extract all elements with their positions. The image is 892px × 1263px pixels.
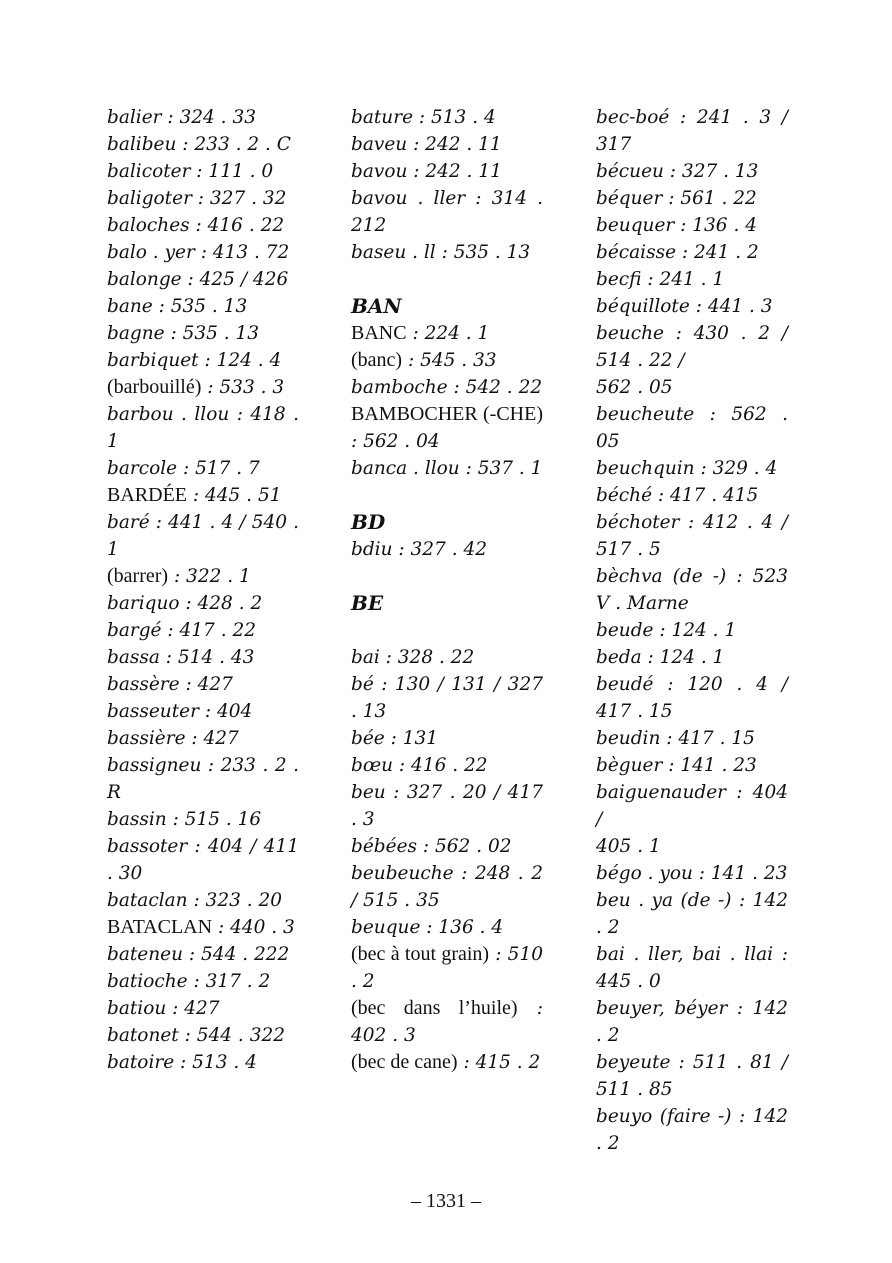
- entry-text: bavou : 242 . 11: [351, 161, 502, 182]
- index-entry: [596, 887, 788, 941]
- index-entry: [351, 536, 543, 563]
- entry-text: baligoter : 327 . 32: [107, 188, 287, 209]
- entry-text: beubeuche : 248 . 2 / 515 . 35: [351, 863, 543, 911]
- index-column-3: [596, 104, 788, 1157]
- entry-text: bassin : 515 . 16: [107, 809, 262, 830]
- index-entry: [107, 347, 299, 374]
- entry-text: bargé : 417 . 22: [107, 620, 256, 641]
- index-entry: [107, 212, 299, 239]
- entry-text: : 445 . 51: [187, 485, 282, 506]
- entry-text: basseuter : 404: [107, 701, 253, 722]
- entry-text: beude : 124 . 1: [596, 620, 737, 641]
- entry-text: batioche : 317 . 2: [107, 971, 271, 992]
- entry-text: béchoter : 412 . 4 / 517 . 5: [596, 512, 788, 560]
- entry-text: barcole : 517 . 7: [107, 458, 260, 479]
- index-entry: [107, 266, 299, 293]
- index-entry: [107, 131, 299, 158]
- entry-text: bariquo : 428 . 2: [107, 593, 263, 614]
- index-entry: [107, 401, 299, 455]
- index-entry: [596, 320, 788, 374]
- index-entry: [107, 563, 299, 590]
- entry-text: bé : 130 / 131 / 327 . 13: [351, 674, 543, 722]
- entry-text: : 224 . 1: [406, 323, 490, 344]
- index-entry: [351, 104, 543, 131]
- index-entry: [351, 833, 543, 860]
- entry-text: : 545 . 33: [402, 350, 497, 371]
- index-entry: [596, 779, 788, 833]
- index-entry: [596, 617, 788, 644]
- entry-text: bégo . you : 141 . 23: [596, 863, 788, 884]
- entry-headword: BATACLAN: [107, 916, 213, 938]
- entry-headword: (bec dans l’huile): [351, 997, 518, 1019]
- index-entry: [596, 563, 788, 617]
- entry-text: banca . llou : 537 . 1: [351, 458, 543, 479]
- entry-text: beudé : 120 . 4 / 417 . 15: [596, 674, 788, 722]
- index-entry: [596, 1103, 788, 1157]
- index-entry: [107, 455, 299, 482]
- index-entry: [596, 104, 788, 158]
- index-entry: [107, 833, 299, 887]
- entry-headword: (bec à tout grain): [351, 943, 490, 965]
- entry-text: : 322 . 1: [168, 566, 251, 587]
- entry-text: beuchquin : 329 . 4: [596, 458, 778, 479]
- index-column-2: [351, 104, 543, 1076]
- entry-text: bassa : 514 . 43: [107, 647, 255, 668]
- entry-text: bamboche : 542 . 22: [351, 377, 543, 398]
- index-entry: [107, 725, 299, 752]
- section-heading: BD: [351, 510, 386, 534]
- entry-text: bataclan : 323 . 20: [107, 890, 283, 911]
- index-entry: [107, 941, 299, 968]
- entry-text: bassère : 427: [107, 674, 233, 695]
- index-entry: [351, 347, 543, 374]
- index-entry: [107, 914, 299, 941]
- entry-text: bèchva (de -) : 523 V . Marne: [596, 566, 788, 614]
- section-heading: BAN: [351, 294, 402, 318]
- index-entry: [107, 806, 299, 833]
- entry-text: bagne : 535 . 13: [107, 323, 260, 344]
- entry-text: bèguer : 141 . 23: [596, 755, 757, 776]
- index-entry: [596, 860, 788, 887]
- index-entry: [596, 482, 788, 509]
- index-entry: [596, 752, 788, 779]
- entry-headword: (barrer): [107, 565, 169, 587]
- entry-text: beyeute : 511 . 81 / 511 . 85: [596, 1052, 788, 1100]
- index-entry: [596, 212, 788, 239]
- entry-text: beuyo (faire -) : 142 . 2: [596, 1106, 788, 1154]
- entry-text: béquillote : 441 . 3: [596, 296, 773, 317]
- index-entry: [596, 455, 788, 482]
- entry-text: beudin : 417 . 15: [596, 728, 755, 749]
- entry-text: balicoter : 111 . 0: [107, 161, 274, 182]
- entry-headword: BANC: [351, 322, 407, 344]
- entry-text: : 440 . 3: [212, 917, 295, 938]
- entry-text: : 415 . 2: [457, 1052, 541, 1073]
- entry-text: batiou : 427: [107, 998, 220, 1019]
- index-entry: [351, 725, 543, 752]
- index-entry: [107, 104, 299, 131]
- index-entry: [351, 752, 543, 779]
- entry-text: baré : 441 . 4 / 540 . 1: [107, 512, 299, 560]
- index-entry: [107, 644, 299, 671]
- index-entry: [107, 1022, 299, 1049]
- section-heading: BE: [351, 591, 384, 615]
- entry-text: beuquer : 136 . 4: [596, 215, 757, 236]
- index-entry: [351, 671, 543, 725]
- entry-text: beu : 327 . 20 / 417 . 3: [351, 782, 543, 830]
- entry-text: : 402 . 3: [351, 998, 543, 1046]
- entry-text: bébées : 562 . 02: [351, 836, 512, 857]
- index-entry: [107, 617, 299, 644]
- entry-text: balo . yer : 413 . 72: [107, 242, 290, 263]
- entry-text: bai . ller, bai . llai : 445 . 0: [596, 944, 788, 992]
- entry-text: balibeu : 233 . 2 . C: [107, 134, 291, 155]
- index-entry: [351, 320, 543, 347]
- entry-text: batoire : 513 . 4: [107, 1052, 257, 1073]
- index-entry: [596, 266, 788, 293]
- index-entry: [596, 509, 788, 563]
- index-entry: [107, 590, 299, 617]
- index-entry: [596, 293, 788, 320]
- index-entry: [107, 374, 299, 401]
- index-entry: [351, 860, 543, 914]
- entry-headword: (bec de cane): [351, 1051, 458, 1073]
- index-entry: [351, 131, 543, 158]
- index-entry: [107, 509, 299, 563]
- index-entry: [351, 644, 543, 671]
- index-entry: [351, 995, 543, 1049]
- index-entry: [351, 914, 543, 941]
- index-entry: [596, 941, 788, 995]
- entry-text: bai : 328 . 22: [351, 647, 475, 668]
- index-entry: [107, 887, 299, 914]
- entry-text: beuche : 430 . 2 / 514 . 22 /: [596, 323, 788, 371]
- index-entry: [107, 185, 299, 212]
- entry-text: bassière : 427: [107, 728, 239, 749]
- entry-text: bassoter : 404 / 411 . 30: [107, 836, 299, 884]
- entry-text: bdiu : 327 . 42: [351, 539, 488, 560]
- index-entry: [107, 158, 299, 185]
- entry-headword: BAMBOCHER (-CHE): [351, 403, 543, 425]
- entry-text: beda : 124 . 1: [596, 647, 725, 668]
- index-entry: [351, 779, 543, 833]
- entry-text: baseu . ll : 535 . 13: [351, 242, 531, 263]
- index-entry: [107, 482, 299, 509]
- entry-text: beu . ya (de -) : 142 . 2: [596, 890, 788, 938]
- entry-text: bécueu : 327 . 13: [596, 161, 759, 182]
- entry-text: balier : 324 . 33: [107, 107, 256, 128]
- index-entry: [107, 671, 299, 698]
- entry-text: bavou . ller : 314 . 212: [351, 188, 543, 236]
- entry-text: béché : 417 . 415: [596, 485, 759, 506]
- entry-text: beuque : 136 . 4: [351, 917, 504, 938]
- index-entry: [596, 671, 788, 725]
- index-entry: [351, 374, 543, 401]
- index-entry: [107, 698, 299, 725]
- entry-text: batonet : 544 . 322: [107, 1025, 285, 1046]
- index-entry-continuation: 405 . 1: [596, 836, 661, 857]
- index-entry: [596, 995, 788, 1049]
- entry-text: barbou . llou : 418 . 1: [107, 404, 299, 452]
- entry-text: baloches : 416 . 22: [107, 215, 285, 236]
- entry-text: béquer : 561 . 22: [596, 188, 757, 209]
- entry-headword: BARDÉE: [107, 484, 187, 506]
- index-entry: [351, 941, 543, 995]
- index-entry: [107, 293, 299, 320]
- entry-text: bécaisse : 241 . 2: [596, 242, 759, 263]
- index-entry: [107, 320, 299, 347]
- index-entry: [107, 1049, 299, 1076]
- entry-text: : 533 . 3: [201, 377, 285, 398]
- index-entry: [596, 1049, 788, 1103]
- entry-text: bane : 535 . 13: [107, 296, 248, 317]
- entry-text: bateneu : 544 . 222: [107, 944, 290, 965]
- entry-text: baiguenauder : 404 /: [596, 782, 788, 830]
- index-entry: [596, 725, 788, 752]
- index-entry: [351, 158, 543, 185]
- index-entry: [596, 401, 788, 455]
- index-entry: [351, 455, 543, 482]
- entry-headword: (banc): [351, 349, 403, 371]
- index-entry: [351, 401, 543, 455]
- entry-text: barbiquet : 124 . 4: [107, 350, 282, 371]
- entry-text: becfi : 241 . 1: [596, 269, 725, 290]
- entry-text: bature : 513 . 4: [351, 107, 496, 128]
- entry-text: bœu : 416 . 22: [351, 755, 488, 776]
- entry-text: beucheute : 562 . 05: [596, 404, 788, 452]
- index-entry: [107, 239, 299, 266]
- entry-text: : 510 . 2: [351, 944, 543, 992]
- page-number: – 1331 –: [411, 1190, 481, 1212]
- index-entry: [351, 185, 543, 239]
- entry-text: balonge : 425 / 426: [107, 269, 289, 290]
- index-entry: [596, 239, 788, 266]
- index-column-1: [107, 104, 299, 1076]
- entry-text: : 562 . 04: [351, 431, 440, 452]
- entry-text: beuyer, béyer : 142 . 2: [596, 998, 788, 1046]
- index-entry: [107, 968, 299, 995]
- entry-text: bec-boé : 241 . 3 / 317: [596, 107, 788, 155]
- index-entry: [351, 1049, 543, 1076]
- entry-text: baveu : 242 . 11: [351, 134, 502, 155]
- entry-text: bassigneu : 233 . 2 . R: [107, 755, 299, 803]
- index-entry: [596, 158, 788, 185]
- index-entry-continuation: 562 . 05: [596, 377, 673, 398]
- index-entry: [107, 995, 299, 1022]
- index-entry: [596, 644, 788, 671]
- index-entry: [351, 239, 543, 266]
- entry-headword: (barbouillé): [107, 376, 202, 398]
- index-entry: [107, 752, 299, 806]
- index-entry: [596, 185, 788, 212]
- entry-text: bée : 131: [351, 728, 439, 749]
